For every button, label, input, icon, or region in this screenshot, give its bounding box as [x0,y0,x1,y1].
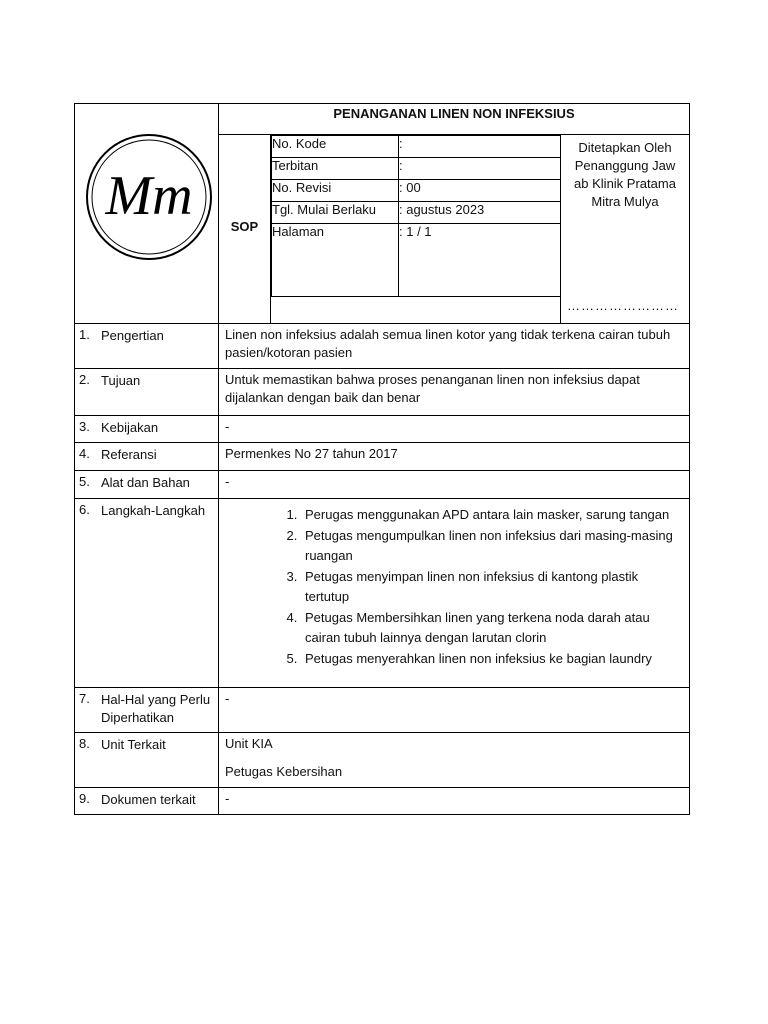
section-value: - [219,788,690,815]
section-label [75,324,219,369]
section-value: - [219,416,690,443]
field-row [272,136,561,158]
sop-table [74,103,690,815]
logo-monogram: Mm [105,165,193,227]
section-number: 3. [79,419,90,434]
section-title: Tujuan [101,373,141,388]
section-label [75,499,219,688]
field-label: Halaman [272,224,399,297]
field-value: : [399,158,561,180]
field-label: Terbitan [272,158,399,180]
section-number: 8. [79,736,90,751]
section-value: - [219,471,690,499]
document-fields [271,135,561,324]
step-item: 1. Perugas menggunakan APD antara lain masker, sarung tangan [301,505,683,525]
step-item: 3. Petugas menyimpan linen non infeksius di kantong plastik tertutup [301,567,683,607]
field-label: Tgl. Mulai Berlaku [272,202,399,224]
section-row [75,788,690,815]
section-row [75,443,690,471]
section-row [75,688,690,733]
section-label [75,471,219,499]
clinic-logo [84,132,214,262]
section-value: Permenkes No 27 tahun 2017 [219,443,690,471]
section-title: Pengertian [101,328,164,343]
sop-label: SOP [219,135,271,324]
approval-line: Penanggung Jaw [574,158,676,173]
section-value [219,733,690,788]
section-label [75,443,219,471]
section-label [75,788,219,815]
field-row [272,224,561,297]
step-item: 4. Petugas Membersihkan linen yang terkena noda darah atau cairan tubuh lainnya dengan larutan clorin [301,608,683,648]
document-title: PENANGANAN LINEN NON INFEKSIUS [219,104,690,135]
field-label: No. Revisi [272,180,399,202]
section-value: - [219,688,690,733]
approval-line: Mitra Mulya [591,194,659,209]
fields-table [271,135,561,297]
section-value: Linen non infeksius adalah semua linen kotor yang tidak terkena cairan tubuh pasien/kotoran pasien [219,324,690,369]
approval-cell [561,135,690,324]
field-row [272,202,561,224]
section-row [75,499,690,688]
approval-line: ab Klinik Pratama [574,176,676,191]
section-number: 4. [79,446,90,461]
field-value: : 00 [399,180,561,202]
signature-placeholder: …………………… [567,298,679,313]
approval-text [561,135,689,211]
approval-line: Ditetapkan Oleh [578,140,672,155]
section-row [75,369,690,416]
section-number: 6. [79,502,90,517]
field-row [272,158,561,180]
section-label [75,416,219,443]
section-title: Referansi [101,447,157,462]
section-title: Kebijakan [101,420,159,435]
step-item: 2. Petugas mengumpulkan linen non infeksius dari masing-masing ruangan [301,526,683,566]
field-value: : 1 / 1 [399,224,561,297]
field-value: : [399,136,561,158]
section-title: Langkah-Langkah [101,503,206,518]
section-number: 2. [79,372,90,387]
field-row [272,180,561,202]
section-title: Dokumen terkait [101,792,196,807]
section-value [219,499,690,688]
related-unit: Petugas Kebersihan [225,764,343,779]
section-row [75,733,690,788]
section-number: 1. [79,327,90,342]
section-number: 9. [79,791,90,806]
section-title: Hal-Hal yang Perlu Diperhatikan [101,692,211,725]
logo-cell [75,104,219,324]
field-value: : agustus 2023 [399,202,561,224]
section-value: Untuk memastikan bahwa proses penanganan linen non infeksius dapat dijalankan dengan baik dan benar [219,369,690,416]
section-label [75,369,219,416]
section-title: Unit Terkait [101,737,166,752]
steps-list [225,505,683,669]
sop-document [74,103,689,815]
step-item: 5. Petugas menyerahkan linen non infeksius ke bagian laundry [301,649,683,669]
section-label [75,733,219,788]
section-number: 5. [79,474,90,489]
field-label: No. Kode [272,136,399,158]
section-row [75,324,690,369]
section-row [75,471,690,499]
section-title: Alat dan Bahan [101,475,190,490]
related-unit: Unit KIA [225,736,273,751]
section-number: 7. [79,691,90,706]
section-label [75,688,219,733]
section-row [75,416,690,443]
